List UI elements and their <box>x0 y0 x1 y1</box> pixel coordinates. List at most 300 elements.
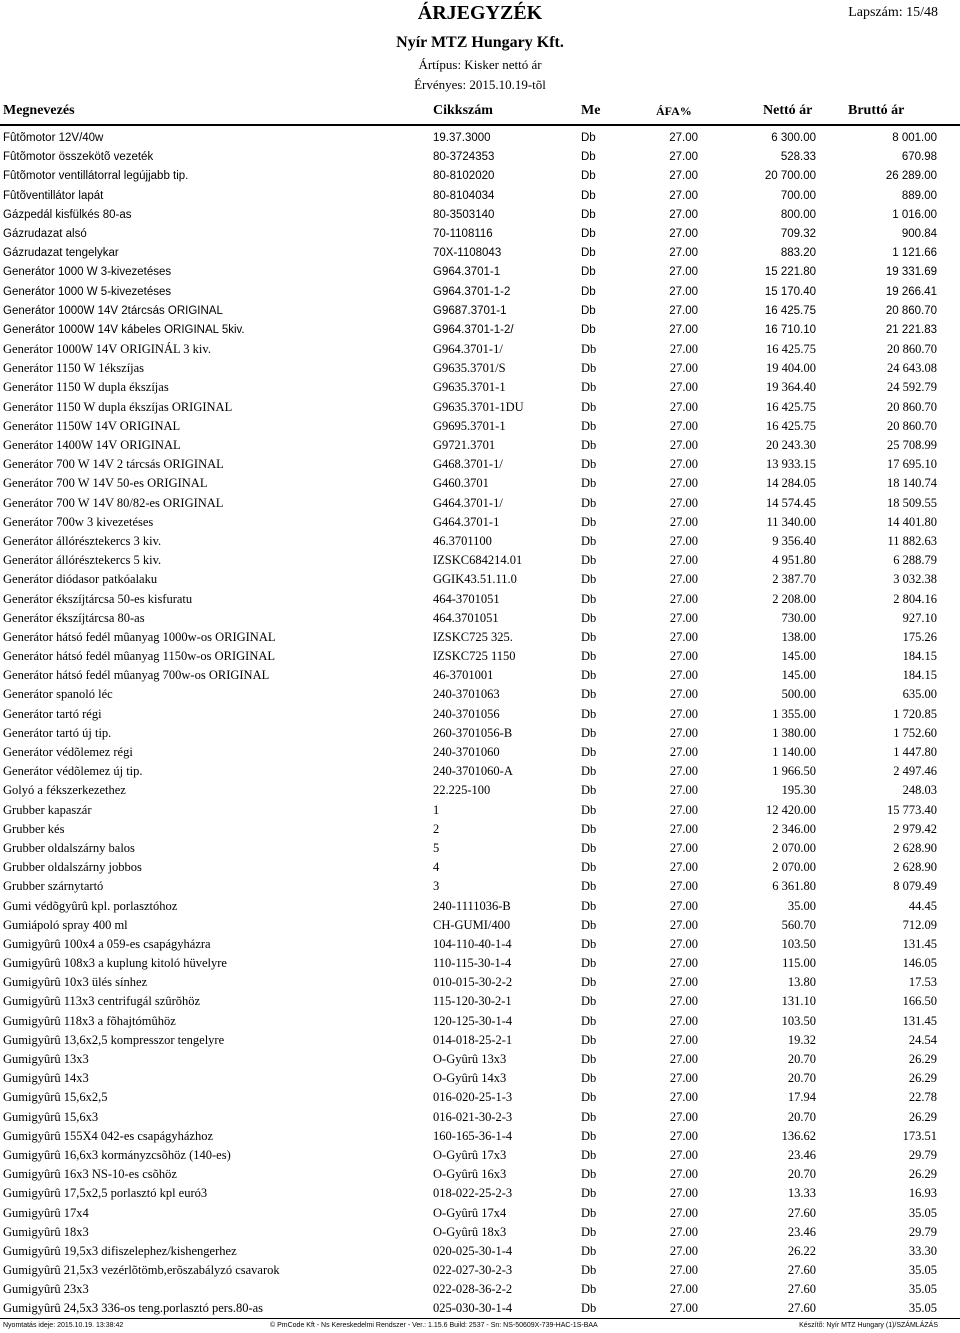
cell-code: 2 <box>433 821 440 836</box>
cell-unit: Db <box>581 1071 597 1086</box>
table-row <box>0 206 960 225</box>
cell-name: Generátor védõlemez új tip. <box>3 764 143 779</box>
cell-vat: 27.00 <box>669 170 698 183</box>
cell-code: 1 <box>433 802 440 817</box>
cell-vat: 27.00 <box>669 706 698 721</box>
cell-unit: Db <box>581 189 596 202</box>
print-time: Nyomtatás ideje: 2015.10.19. 13:38:42 <box>3 1322 124 1329</box>
table-row <box>0 244 960 263</box>
cell-net: 103.50 <box>781 936 816 951</box>
cell-gross: 889.00 <box>901 189 937 202</box>
cell-unit: Db <box>581 514 597 529</box>
cell-vat: 27.00 <box>669 860 698 875</box>
software-info: © PmCode Kft - Ns Kereskedelmi Rendszer - Ver.: 1.15.6 Build: 2537 - Sn: NS-50609X-739-HAC-1S-BAA <box>270 1322 598 1329</box>
cell-net: 35.00 <box>787 898 816 913</box>
table-row <box>0 283 960 302</box>
cell-vat: 27.00 <box>669 802 698 817</box>
cell-unit: Db <box>581 745 597 759</box>
cell-net: 2 070.00 <box>772 840 816 855</box>
cell-vat: 27.00 <box>669 476 698 491</box>
cell-unit: Db <box>581 879 597 894</box>
cell-net: 103.50 <box>781 1013 816 1028</box>
column-header-vat: ÁFA% <box>656 104 692 118</box>
column-header-net: Nettó ár <box>763 103 813 118</box>
cell-vat: 27.00 <box>669 514 698 529</box>
cell-vat: 27.00 <box>669 725 698 740</box>
cell-net: 6 300.00 <box>771 132 816 144</box>
cell-vat: 27.00 <box>669 1263 698 1278</box>
table-row <box>0 1050 960 1069</box>
table-row <box>0 263 960 282</box>
cell-gross: 6 288.79 <box>893 553 937 568</box>
cell-unit: Db <box>581 1224 597 1239</box>
cell-name: Generátor ékszíjtárcsa 50-es kisfuratu <box>3 591 193 606</box>
cell-code: O-Gyûrû 13x3 <box>433 1052 507 1066</box>
table-row <box>0 858 960 877</box>
cell-code: G9635.3701/S <box>433 361 506 376</box>
cell-unit: Db <box>581 706 597 721</box>
table-row <box>0 436 960 455</box>
cell-code: 115-120-30-2-1 <box>433 994 512 1009</box>
cell-gross: 20 860.70 <box>885 304 937 317</box>
cell-unit: Db <box>581 649 597 664</box>
cell-unit: Db <box>581 132 596 144</box>
cell-name: Generátor hátsó fedél mûanyag 700w-os ORIGINAL <box>3 668 270 683</box>
cell-net: 27.60 <box>787 1282 816 1297</box>
cell-net: 1 355.00 <box>772 706 816 721</box>
cell-name: Fûtõmotor 12V/40w <box>3 132 104 144</box>
page-footer <box>0 1321 960 1333</box>
cell-name: Generátor 1400W 14V ORIGINAL <box>3 438 181 452</box>
cell-unit: Db <box>581 1052 597 1066</box>
cell-gross: 35.05 <box>908 1263 937 1278</box>
table-row <box>0 992 960 1011</box>
cell-unit: Db <box>581 1282 597 1297</box>
cell-gross: 712.09 <box>902 917 937 932</box>
cell-name: Generátor diódasor patkóalaku <box>3 572 158 587</box>
cell-code: G964.3701-1-2 <box>433 285 511 298</box>
table-row <box>0 359 960 378</box>
table-row <box>0 378 960 397</box>
cell-unit: Db <box>581 898 597 913</box>
cell-unit: Db <box>581 533 597 548</box>
cell-net: 4 951.80 <box>772 553 816 568</box>
cell-code: 022-028-36-2-2 <box>433 1282 513 1297</box>
cell-name: Gumi védõgyûrû kpl. porlasztóhoz <box>3 898 178 913</box>
cell-unit: Db <box>581 476 597 491</box>
table-row <box>0 897 960 916</box>
cell-name: Gumigyûrû 15,6x3 <box>3 1109 99 1124</box>
cell-net: 131.10 <box>781 994 816 1009</box>
cell-unit: Db <box>581 170 596 183</box>
cell-name: Gumiápoló spray 400 ml <box>3 917 128 932</box>
cell-vat: 27.00 <box>669 610 698 625</box>
cell-unit: Db <box>581 1186 597 1201</box>
cell-net: 20 243.30 <box>766 438 816 452</box>
cell-code: O-Gyûrû 16x3 <box>433 1167 507 1182</box>
cell-gross: 1 016.00 <box>892 208 937 221</box>
cell-net: 13 933.15 <box>766 457 816 472</box>
cell-gross: 17.53 <box>908 975 937 990</box>
cell-vat: 27.00 <box>669 1147 698 1162</box>
cell-unit: Db <box>581 1205 597 1220</box>
cell-name: Gumigyûrû 24,5x3 336-os teng.porlasztó pers.80-as <box>3 1301 264 1316</box>
cell-code: 240-3701060 <box>433 745 500 759</box>
cell-name: Generátor 1000W 14V kábeles ORIGINAL 5kiv. <box>3 323 245 336</box>
table-row <box>0 321 960 340</box>
cell-unit: Db <box>581 1301 597 1316</box>
cell-vat: 27.00 <box>669 956 698 971</box>
cell-code: 016-021-30-2-3 <box>433 1109 513 1124</box>
cell-unit: Db <box>581 821 597 836</box>
cell-unit: Db <box>581 151 596 164</box>
cell-unit: Db <box>581 227 596 240</box>
cell-unit: Db <box>581 438 597 452</box>
cell-unit: Db <box>581 247 596 260</box>
cell-name: Gumigyûrû 155X4 042-es csapágyházhoz <box>3 1128 214 1143</box>
cell-unit: Db <box>581 1263 597 1278</box>
column-header-gross: Bruttó ár <box>848 103 905 118</box>
cell-code: 018-022-25-2-3 <box>433 1186 513 1201</box>
cell-vat: 27.00 <box>669 323 698 336</box>
cell-unit: Db <box>581 399 597 414</box>
cell-code: G9635.3701-1DU <box>433 399 524 414</box>
cell-name: Gumigyûrû 118x3 a fõhajtómûhöz <box>3 1013 176 1028</box>
cell-name: Generátor 700 W 14V 50-es ORIGINAL <box>3 476 208 491</box>
cell-unit: Db <box>581 1243 597 1258</box>
cell-code: 104-110-40-1-4 <box>433 936 512 951</box>
cell-vat: 27.00 <box>669 380 698 395</box>
cell-unit: Db <box>581 917 597 932</box>
cell-code: CH-GUMI/400 <box>433 917 511 932</box>
cell-vat: 27.00 <box>669 533 698 548</box>
cell-gross: 25 708.99 <box>887 438 937 452</box>
cell-unit: Db <box>581 1128 597 1143</box>
cell-gross: 11 882.63 <box>887 533 937 548</box>
cell-gross: 131.45 <box>902 1013 937 1028</box>
cell-net: 13.80 <box>787 975 816 990</box>
cell-unit: Db <box>581 610 597 625</box>
cell-code: 80-3503140 <box>433 208 495 221</box>
cell-net: 1 966.50 <box>772 764 816 779</box>
cell-net: 500.00 <box>781 687 816 702</box>
cell-code: G964.3701-1-2/ <box>433 323 514 336</box>
cell-name: Gumigyûrû 16x3 NS-10-es csõhöz <box>3 1167 177 1182</box>
cell-code: G464.3701-1 <box>433 514 500 529</box>
company-name: Nyír MTZ Hungary Kft. <box>396 34 564 51</box>
cell-vat: 27.00 <box>669 649 698 664</box>
cell-gross: 26.29 <box>908 1109 937 1124</box>
cell-gross: 173.51 <box>902 1128 937 1143</box>
cell-vat: 27.00 <box>669 1109 698 1124</box>
cell-name: Gumigyûrû 100x4 a 059-es csapágyházra <box>3 936 211 951</box>
cell-net: 16 425.75 <box>764 304 816 317</box>
table-row <box>0 417 960 436</box>
cell-vat: 27.00 <box>669 687 698 702</box>
cell-unit: Db <box>581 1013 597 1028</box>
cell-vat: 27.00 <box>669 783 698 798</box>
cell-gross: 15 773.40 <box>887 802 937 817</box>
cell-vat: 27.00 <box>669 936 698 951</box>
table-row <box>0 705 960 724</box>
cell-gross: 670.98 <box>901 151 937 164</box>
cell-code: 240-1111036-B <box>433 898 511 913</box>
cell-code: G9687.3701-1 <box>433 304 507 317</box>
cell-unit: Db <box>581 1032 597 1047</box>
cell-net: 136.62 <box>781 1128 816 1143</box>
cell-name: Grubber oldalszárny balos <box>3 840 135 855</box>
table-row <box>0 877 960 896</box>
cell-unit: Db <box>581 1090 597 1105</box>
cell-code: G468.3701-1/ <box>433 457 503 472</box>
cell-code: 160-165-36-1-4 <box>433 1128 513 1143</box>
cell-net: 6 361.80 <box>772 879 816 894</box>
cell-name: Generátor állórésztekercs 5 kiv. <box>3 553 162 568</box>
cell-code: 240-3701060-A <box>433 764 513 779</box>
cell-unit: Db <box>581 687 597 702</box>
cell-code: 19.37.3000 <box>433 132 491 144</box>
cell-net: 145.00 <box>781 649 816 664</box>
cell-net: 23.46 <box>787 1224 816 1239</box>
cell-gross: 1 720.85 <box>893 706 937 721</box>
cell-unit: Db <box>581 361 597 376</box>
cell-vat: 27.00 <box>669 1013 698 1028</box>
cell-net: 883.20 <box>780 247 816 260</box>
cell-code: 120-125-30-1-4 <box>433 1013 513 1028</box>
cell-vat: 27.00 <box>669 879 698 894</box>
table-row <box>0 1165 960 1184</box>
table-row <box>0 129 960 148</box>
cell-name: Gumigyûrû 113x3 centrifugál szûrõhöz <box>3 994 201 1009</box>
cell-vat: 27.00 <box>669 745 698 759</box>
cell-code: IZSKC684214.01 <box>433 553 523 568</box>
cell-gross: 166.50 <box>902 994 937 1009</box>
cell-name: Generátor spanoló léc <box>3 687 113 702</box>
table-row <box>0 1184 960 1203</box>
cell-net: 14 284.05 <box>766 476 816 491</box>
cell-code: O-Gyûrû 18x3 <box>433 1224 507 1239</box>
cell-gross: 8 001.00 <box>892 132 937 144</box>
table-row <box>0 1280 960 1299</box>
cell-name: Generátor 1150W 14V ORIGINAL <box>3 418 181 433</box>
cell-code: 010-015-30-2-2 <box>433 975 513 990</box>
cell-net: 709.32 <box>780 227 816 240</box>
cell-unit: Db <box>581 725 597 740</box>
cell-unit: Db <box>581 975 597 990</box>
table-row <box>0 1127 960 1146</box>
cell-gross: 24 592.79 <box>887 380 937 395</box>
cell-code: 020-025-30-1-4 <box>433 1243 513 1258</box>
cell-code: 016-020-25-1-3 <box>433 1090 513 1105</box>
cell-net: 1 380.00 <box>772 725 816 740</box>
cell-unit: Db <box>581 495 597 510</box>
cell-name: Gázpedál kisfülkés 80-as <box>3 208 132 221</box>
table-row <box>0 685 960 704</box>
cell-code: 80-3724353 <box>433 151 495 164</box>
cell-vat: 27.00 <box>669 1128 698 1143</box>
cell-net: 12 420.00 <box>766 802 816 817</box>
cell-name: Gumigyûrû 108x3 a kuplung kitoló hüvelyre <box>3 956 227 971</box>
cell-code: 240-3701063 <box>433 687 500 702</box>
cell-gross: 26.29 <box>908 1052 937 1066</box>
cell-vat: 27.00 <box>669 266 698 279</box>
table-row <box>0 398 960 417</box>
author-info: Készítõ: Nyír MTZ Hungary (1)/SZÁMLÁZÁS <box>799 1322 938 1329</box>
cell-unit: Db <box>581 783 597 798</box>
cell-gross: 20 860.70 <box>887 342 937 357</box>
cell-gross: 248.03 <box>902 783 937 798</box>
cell-unit: Db <box>581 418 597 433</box>
cell-unit: Db <box>581 380 597 395</box>
cell-net: 730.00 <box>781 610 816 625</box>
cell-gross: 26 289.00 <box>885 170 937 183</box>
cell-vat: 27.00 <box>669 285 698 298</box>
cell-vat: 27.00 <box>669 457 698 472</box>
cell-code: 80-8104034 <box>433 189 495 202</box>
cell-unit: Db <box>581 764 597 779</box>
cell-vat: 27.00 <box>669 418 698 433</box>
table-row <box>0 551 960 570</box>
cell-name: Gázrudazat alsó <box>3 227 87 240</box>
cell-code: 22.225-100 <box>433 783 491 798</box>
table-row <box>0 167 960 186</box>
table-row <box>0 762 960 781</box>
cell-name: Generátor 1150 W dupla ékszíjas ORIGINAL <box>3 399 233 414</box>
cell-name: Generátor 1000W 14V 2tárcsás ORIGINAL <box>3 304 223 317</box>
table-row <box>0 820 960 839</box>
cell-unit: Db <box>581 553 597 568</box>
cell-code: 110-115-30-1-4 <box>433 956 512 971</box>
cell-name: Generátor 1150 W dupla ékszíjas <box>3 380 169 395</box>
cell-gross: 17 695.10 <box>887 457 937 472</box>
cell-vat: 27.00 <box>669 189 698 202</box>
cell-vat: 27.00 <box>669 361 698 376</box>
cell-net: 560.70 <box>781 917 816 932</box>
cell-gross: 26.29 <box>908 1167 937 1182</box>
cell-net: 20.70 <box>787 1071 816 1086</box>
table-row <box>0 666 960 685</box>
cell-gross: 35.05 <box>908 1301 937 1316</box>
cell-code: 014-018-25-2-1 <box>433 1032 513 1047</box>
cell-code: 260-3701056-B <box>433 725 513 740</box>
cell-unit: Db <box>581 342 597 357</box>
cell-code: 5 <box>433 840 440 855</box>
cell-gross: 24 643.08 <box>887 361 937 376</box>
cell-name: Fûtõventillátor lapát <box>3 189 104 202</box>
cell-gross: 635.00 <box>902 687 937 702</box>
cell-gross: 927.10 <box>902 610 937 625</box>
cell-code: 70X-1108043 <box>433 247 502 260</box>
cell-vat: 27.00 <box>669 495 698 510</box>
cell-vat: 27.00 <box>669 132 698 144</box>
cell-name: Generátor 1000 W 3-kivezetéses <box>3 266 172 279</box>
table-row <box>0 781 960 800</box>
cell-gross: 2 628.90 <box>893 840 937 855</box>
table-row <box>0 1146 960 1165</box>
cell-gross: 44.45 <box>908 898 937 913</box>
cell-net: 23.46 <box>787 1147 816 1162</box>
cell-net: 20 700.00 <box>764 170 816 183</box>
cell-code: GGIK43.51.11.0 <box>433 572 517 587</box>
cell-net: 27.60 <box>787 1301 816 1316</box>
cell-unit: Db <box>581 668 597 683</box>
cell-gross: 2 979.42 <box>893 821 937 836</box>
cell-code: G964.3701-1/ <box>433 342 503 357</box>
cell-gross: 2 497.46 <box>893 764 937 779</box>
cell-gross: 3 032.38 <box>893 572 937 587</box>
cell-net: 2 346.00 <box>772 821 816 836</box>
cell-vat: 27.00 <box>669 1090 698 1105</box>
cell-code: 46.3701100 <box>433 533 492 548</box>
cell-unit: Db <box>581 994 597 1009</box>
cell-code: 3 <box>433 879 440 894</box>
cell-code: 80-8102020 <box>433 170 495 183</box>
cell-name: Gumigyûrû 21,5x3 vezérlõtömb,erõszabályzó csavarok <box>3 1263 280 1278</box>
table-row <box>0 1261 960 1280</box>
cell-vat: 27.00 <box>669 629 698 644</box>
cell-vat: 27.00 <box>669 840 698 855</box>
cell-gross: 184.15 <box>902 649 937 664</box>
cell-name: Grubber kés <box>3 821 65 836</box>
cell-vat: 27.00 <box>669 399 698 414</box>
cell-name: Generátor 1150 W 1ékszíjas <box>3 361 145 376</box>
cell-vat: 27.00 <box>669 1282 698 1297</box>
cell-net: 13.33 <box>787 1186 816 1201</box>
cell-vat: 27.00 <box>669 1032 698 1047</box>
table-row <box>0 1012 960 1031</box>
table-row <box>0 628 960 647</box>
cell-net: 16 710.10 <box>764 323 816 336</box>
cell-name: Generátor hátsó fedél mûanyag 1150w-os ORIGINAL <box>3 649 276 664</box>
cell-name: Gumigyûrû 23x3 <box>3 1282 89 1297</box>
table-row <box>0 801 960 820</box>
cell-gross: 184.15 <box>902 668 937 683</box>
cell-name: Gumigyûrû 13,6x2,5 kompresszor tengelyre <box>3 1032 225 1047</box>
cell-unit: Db <box>581 304 596 317</box>
cell-unit: Db <box>581 840 597 855</box>
table-row <box>0 1088 960 1107</box>
table-row <box>0 1108 960 1127</box>
cell-vat: 27.00 <box>669 668 698 683</box>
cell-vat: 27.00 <box>669 1243 698 1258</box>
table-row <box>0 935 960 954</box>
cell-name: Generátor tartó új tip. <box>3 725 112 740</box>
column-header-unit: Me <box>581 103 601 118</box>
cell-gross: 18 509.55 <box>887 495 937 510</box>
cell-gross: 22.78 <box>908 1090 937 1105</box>
cell-net: 20.70 <box>787 1109 816 1124</box>
cell-gross: 26.29 <box>908 1071 937 1086</box>
price-type: Ártípus: Kisker nettó ár <box>418 57 542 72</box>
cell-net: 19 364.40 <box>766 380 816 395</box>
cell-name: Generátor ékszíjtárcsa 80-as <box>3 610 145 625</box>
cell-name: Fûtõmotor összekötõ vezeték <box>3 151 154 164</box>
table-row <box>0 973 960 992</box>
cell-gross: 146.05 <box>902 956 937 971</box>
cell-name: Generátor 1000W 14V ORIGINÁL 3 kiv. <box>3 342 211 357</box>
cell-gross: 35.05 <box>908 1205 937 1220</box>
cell-net: 20.70 <box>787 1167 816 1182</box>
cell-vat: 27.00 <box>669 151 698 164</box>
cell-code: O-Gyûrû 17x4 <box>433 1205 507 1220</box>
cell-gross: 33.30 <box>908 1243 937 1258</box>
cell-unit: Db <box>581 285 596 298</box>
cell-net: 19.32 <box>787 1032 816 1047</box>
cell-code: G9695.3701-1 <box>433 418 506 433</box>
cell-vat: 27.00 <box>669 1224 698 1239</box>
table-row <box>0 302 960 321</box>
cell-code: 46-3701001 <box>433 668 494 683</box>
